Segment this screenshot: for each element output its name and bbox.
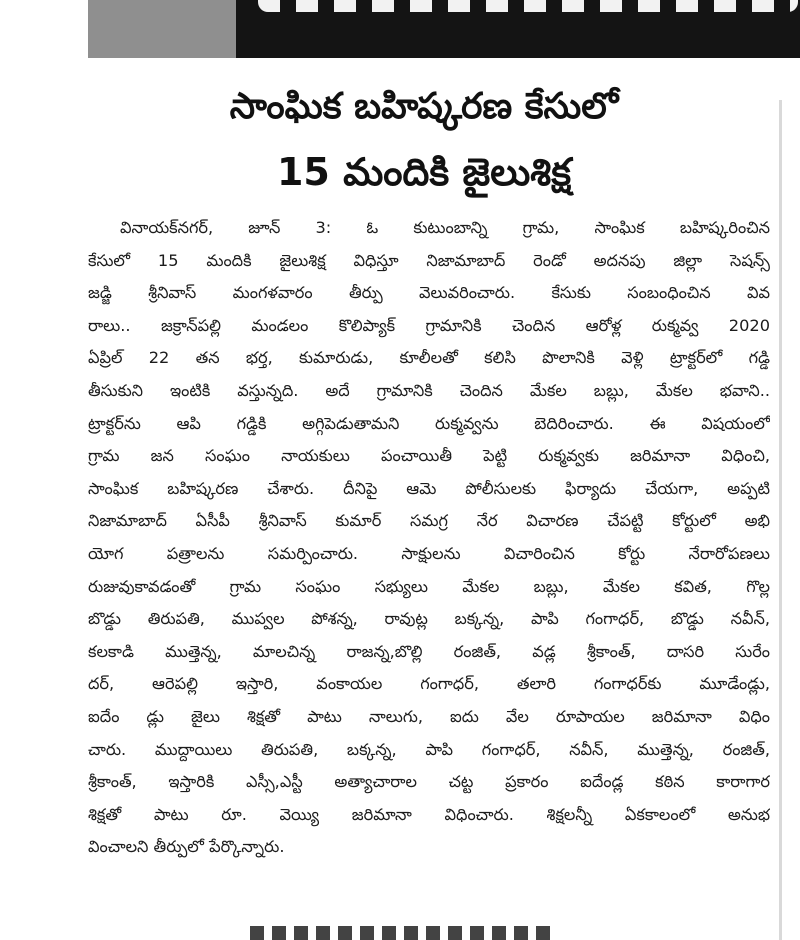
article-line: వించాలని తీర్పులో పేర్కొన్నారు. bbox=[88, 837, 285, 857]
banner-grey-block bbox=[88, 0, 240, 58]
article-line: సాంఘిక బహిష్కరణ చేశారు. దీనిపై ఆమె పోలీసులకు ఫిర్యాదు చేయగా, అప్పటి bbox=[88, 478, 770, 498]
article-line: శ్రీకాంత్, ఇస్తారికి ఎస్సీ,ఎస్టీ అత్యాచారాల చట్ట ప్రకారం ఐదేండ్ల కఠిన కారాగార bbox=[88, 772, 770, 792]
headline-line-1: సాంఘిక బహిష్కరణ కేసులో bbox=[229, 86, 619, 127]
article-line: కలకాడి ముత్తెన్న, మాలచిన్న రాజన్న,బొల్లి రంజిత్, వడ్ల శ్రీకాంత్, దాసరి సురేం bbox=[88, 641, 770, 661]
article-line: రాలు.. జక్రాన్‌పల్లి మండలం కొలిప్యాక్ గ్రామానికి చెందిన ఆరోళ్ల రుక్మవ్వ 2020 bbox=[88, 315, 770, 335]
masthead-banner bbox=[0, 0, 800, 62]
article-line: దర్, ఆరెపల్లి ఇస్తారి, వంకాయల గంగాధర్, తలారి గంగాధర్‌కు మూడేండ్లు, bbox=[88, 674, 770, 694]
article-line: ఐదేం డ్లు జైలు శిక్షతో పాటు నాలుగు, ఐదు వేల రూపాయల జరిమానా విధిం bbox=[88, 706, 770, 726]
headline-line-2: 15 మందికి జైలుశిక్ష bbox=[276, 150, 572, 194]
column-divider bbox=[779, 100, 782, 940]
cropped-next-headline bbox=[250, 926, 550, 940]
article-line: బొడ్డు తిరుపతి, ముప్వల పోశన్న, రావుట్ల బక్కన్న, పాపి గంగాధర్, బొడ్డు నవీన్, bbox=[88, 609, 770, 629]
article-line: గ్రామ జన సంఘం నాయకులు పంచాయితీ పెట్టి రుక్మవ్వకు జరిమానా విధించి, bbox=[88, 446, 770, 466]
article-line: తీసుకుని ఇంటికి వస్తున్నది. అదే గ్రామానికి చెందిన మేకల బబ్లు, మేకల భవాని.. bbox=[88, 380, 770, 400]
article-line: చారు. ముద్దాయిలు తిరుపతి, బక్కన్న, పాపి గంగాధర్, నవీన్, ముత్తెన్న, రంజిత్, bbox=[88, 739, 770, 759]
article-line: రుజువుకావడంతో గ్రామ సంఘం సభ్యులు మేకల బబ్లు, మేకల కవిత, గొల్ల bbox=[88, 576, 770, 596]
article-body bbox=[88, 212, 770, 864]
article-line: ఏప్రిల్ 22 తన భర్త, కుమారుడు, కూలీలతో కలిసి పొలానికి వెళ్లి ట్రాక్టర్‌లో గడ్డి bbox=[88, 348, 770, 368]
article-line: కేసులో 15 మందికి జైలుశిక్ష విధిస్తూ నిజామాబాద్ రెండో అదనపు జిల్లా సెషన్స్ bbox=[88, 250, 770, 270]
banner-cropped-lettering bbox=[258, 0, 798, 12]
article-line: శిక్షతో పాటు రూ. వెయ్యి జరిమానా విధించారు. శిక్షలన్నీ ఏకకాలంలో అనుభ bbox=[88, 804, 770, 824]
article-line: వినాయక్‌నగర్, జూన్ 3: ఓ కుటుంబాన్ని గ్రామ, సాంఘిక బహిష్కరించిన bbox=[120, 218, 770, 237]
article-line: నిజామాబాద్ ఏసీపీ శ్రీనివాస్ కుమార్ సమగ్ర నేర విచారణ చేపట్టి కోర్టులో అభి bbox=[88, 511, 770, 531]
article-line: యోగ పత్రాలను సమర్పించారు. సాక్షులను విచారించిన కోర్టు నేరారోపణలు bbox=[88, 543, 770, 563]
article-line: జడ్జి శ్రీనివాస్ మంగళవారం తీర్పు వెలువరించారు. కేసుకు సంబంధించిన వివ bbox=[88, 283, 770, 303]
article-line: ట్రాక్టర్‌ను ఆపి గడ్డికి అగ్గిపెడుతామని రుక్మవ్వను బెదిరించారు. ఈ విషయంలో bbox=[88, 413, 770, 433]
